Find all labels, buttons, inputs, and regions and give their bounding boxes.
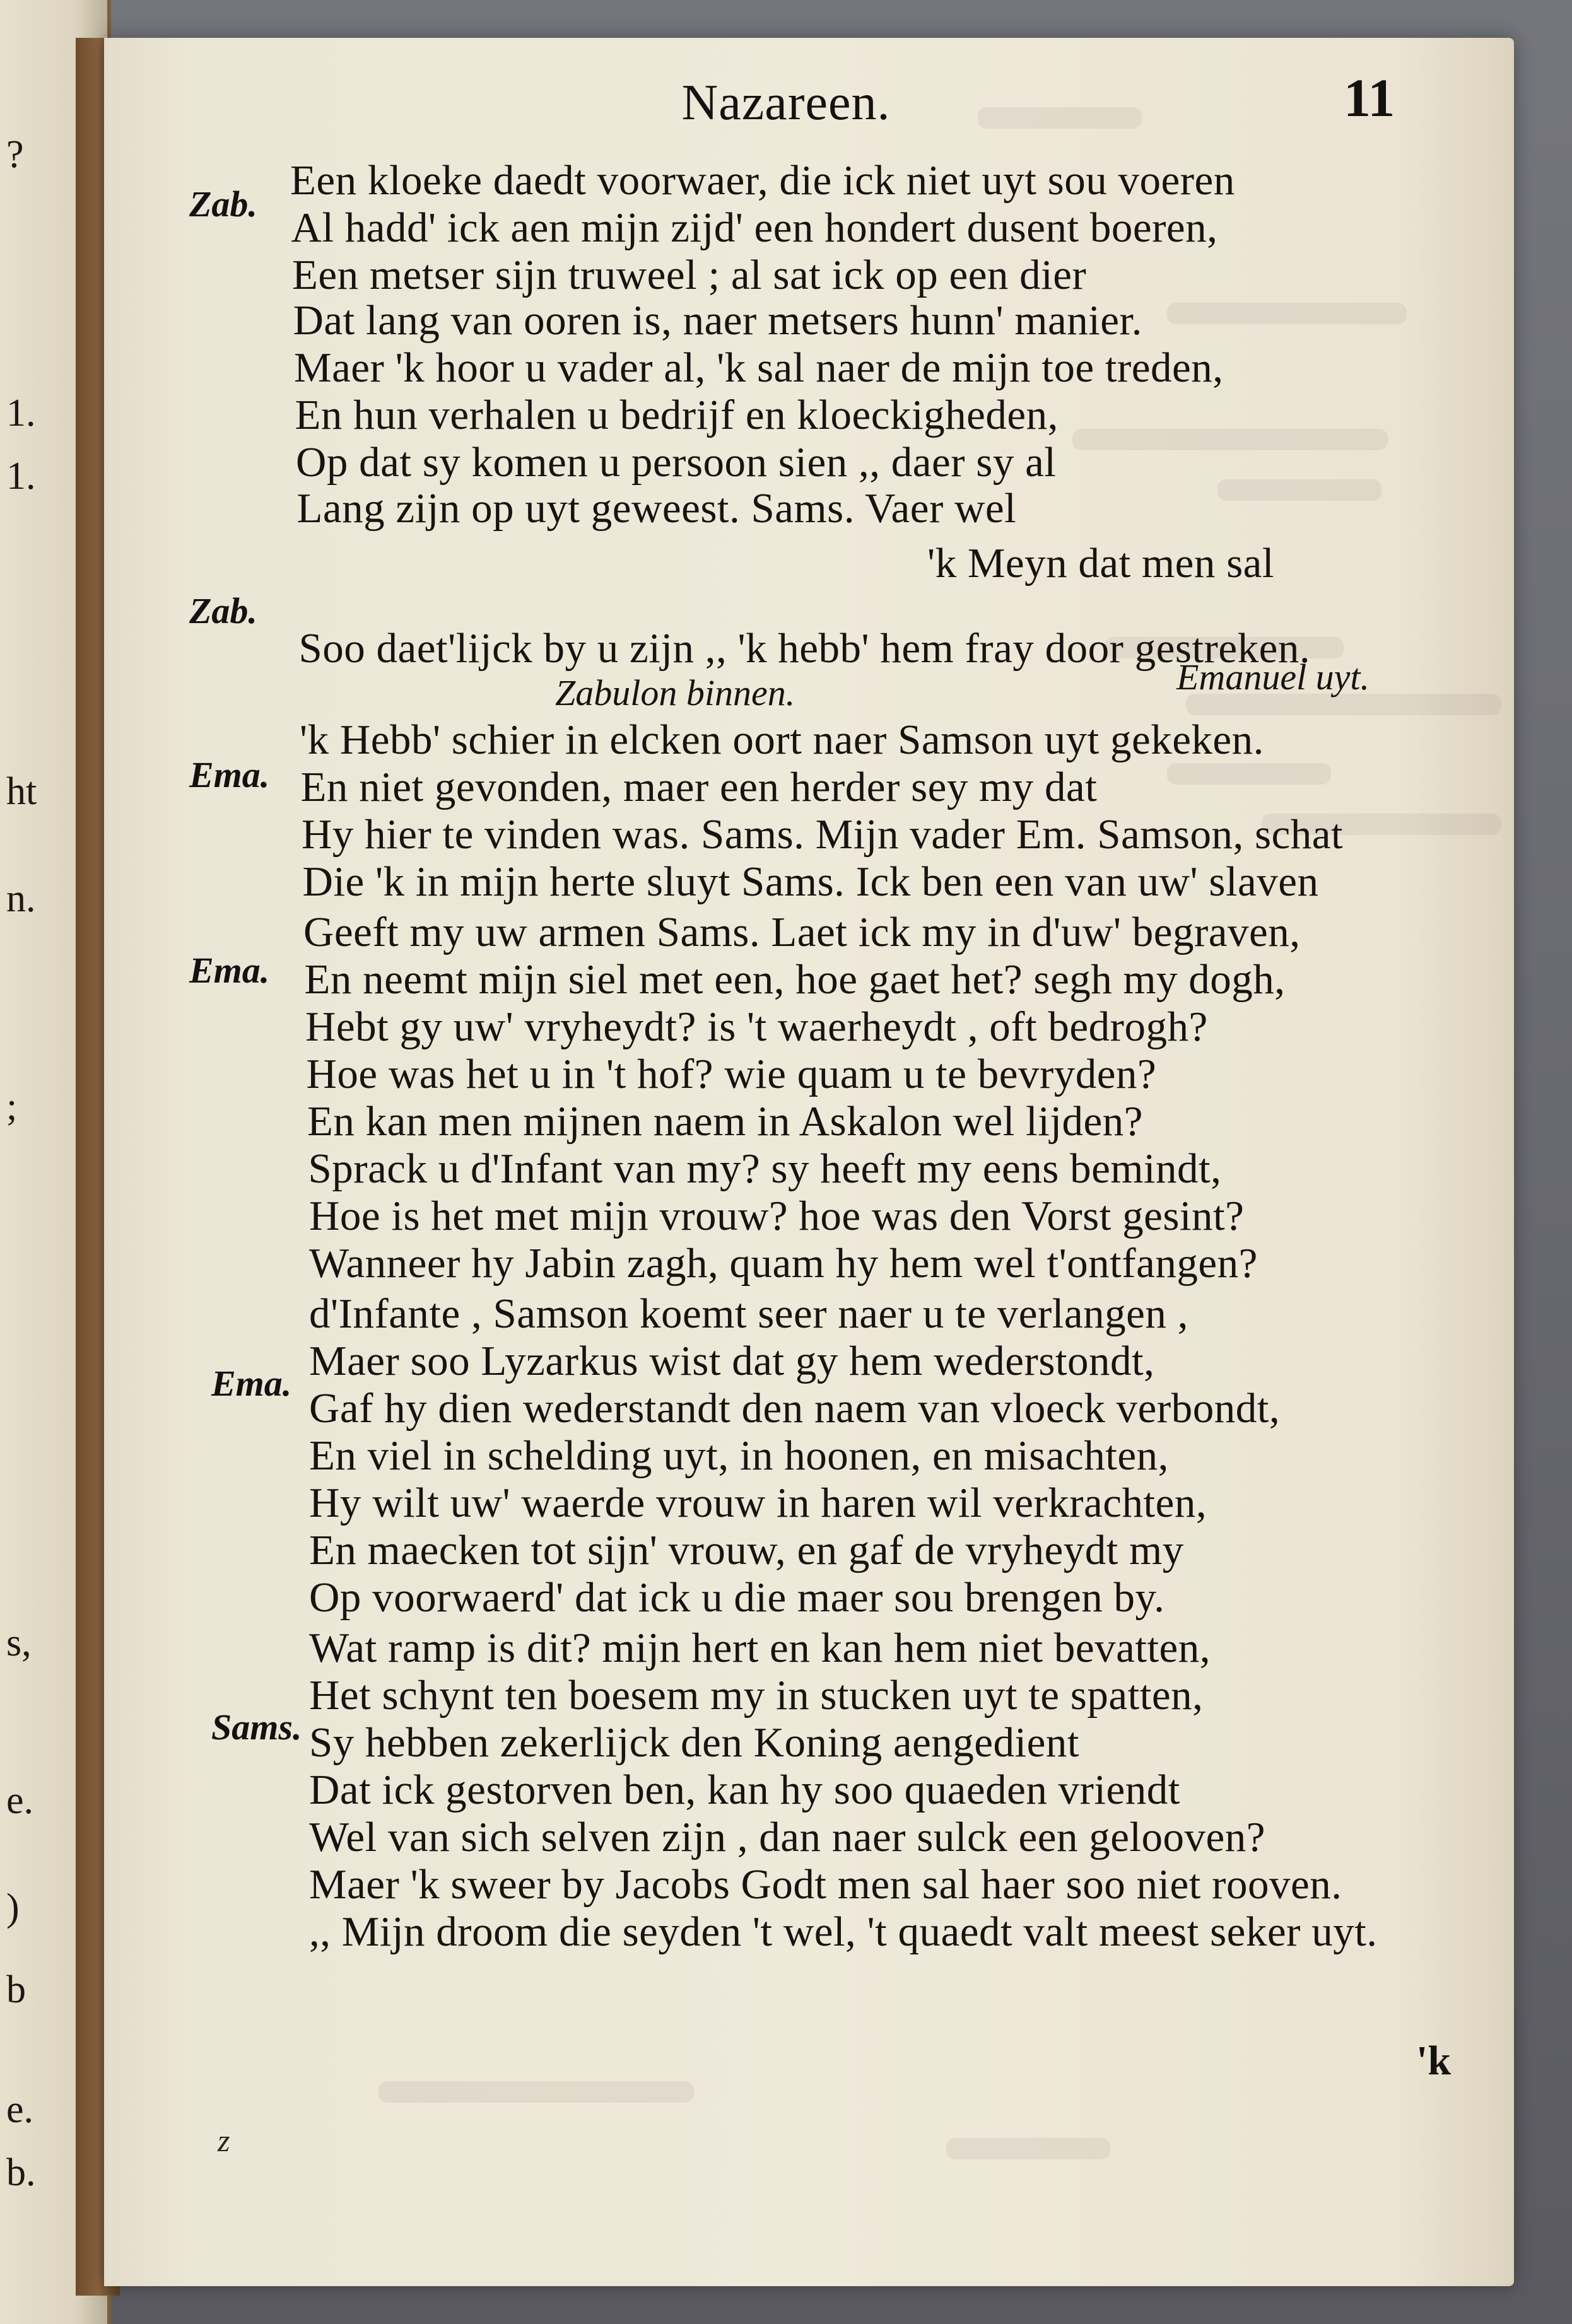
page-number: 11 [1344, 67, 1395, 128]
facing-page-letter: 1. [6, 392, 36, 435]
bleed-smudge [946, 2138, 1110, 2159]
verse-line: ,, Mijn droom die seyden 't wel, 't quaedt valt meest seker uyt. [309, 1908, 1378, 1955]
verse-line: Maer soo Lyzarkus wist dat gy hem wederstondt, [309, 1338, 1155, 1384]
speaker-label: Ema. [211, 1363, 292, 1404]
facing-page-letter: b [6, 1968, 26, 2011]
verse-line: Het schynt ten boesem my in stucken uyt te spatten, [309, 1672, 1204, 1719]
verse-line: Sy hebben zekerlijck den Koning aengedient [309, 1719, 1080, 1766]
verse-line: Wat ramp is dit? mijn hert en kan hem niet bevatten, [309, 1625, 1211, 1671]
verse-line: Geeft my uw armen Sams. Laet ick my in d'uw' begraven, [303, 909, 1301, 955]
verse-line: 'k Meyn dat men sal [927, 540, 1275, 587]
verse-line: Wanneer hy Jabin zagh, quam hy hem wel t'ontfangen? [309, 1240, 1258, 1287]
facing-page-letter: s, [6, 1621, 32, 1664]
stage-direction-right: Emanuel uyt. [1176, 657, 1370, 698]
verse-line: Wel van sich selven zijn , dan naer sulck een gelooven? [309, 1814, 1266, 1860]
bleed-smudge [378, 2081, 694, 2103]
verse-line: Die 'k in mijn herte sluyt Sams. Ick ben een van uw' slaven [302, 858, 1319, 905]
verse-line: Hoe is het met mijn vrouw? hoe was den Vorst gesint? [309, 1193, 1245, 1239]
facing-page-letter: e. [6, 2088, 34, 2131]
verse-line: En hun verhalen u bedrijf en kloeckigheden, [295, 392, 1059, 438]
bleed-smudge [1167, 763, 1331, 785]
bleed-smudge [1072, 429, 1388, 450]
speaker-label: Sams. [211, 1707, 302, 1748]
speaker-label: Zab. [189, 184, 257, 225]
catchword: 'k [1416, 2038, 1452, 2084]
verse-line: En viel in schelding uyt, in hoonen, en misachten, [309, 1432, 1169, 1479]
facing-page-letter: ht [6, 770, 37, 813]
facing-page-letter: b. [6, 2151, 36, 2194]
signature-mark: z [218, 2123, 230, 2158]
page-title: Nazareen. [681, 75, 891, 131]
verse-line: Een kloeke daedt voorwaer, die ick niet uyt sou voeren [290, 157, 1235, 204]
verse-line: Dat ick gestorven ben, kan hy soo quaeden vriendt [309, 1766, 1180, 1813]
speaker-label: Ema. [189, 950, 270, 991]
bleed-smudge [1217, 479, 1381, 501]
facing-page-letter: ) [6, 1886, 20, 1929]
verse-line: Maer 'k hoor u vader al, 'k sal naer de mijn toe treden, [294, 344, 1224, 391]
verse-line: Op voorwaerd' dat ick u die maer sou brengen by. [309, 1574, 1165, 1621]
verse-line: Lang zijn op uyt geweest. Sams. Vaer wel [296, 485, 1017, 532]
facing-page-letter: ? [6, 133, 24, 176]
verse-line: Hoe was het u in 't hof? wie quam u te bevryden? [306, 1051, 1157, 1097]
facing-page-letter: e. [6, 1779, 34, 1822]
verse-line: 'k Hebb' schier in elcken oort naer Samson uyt gekeken. [300, 716, 1264, 763]
verse-line: Hy wilt uw' waerde vrouw in haren wil verkrachten, [309, 1480, 1207, 1526]
speaker-label: Ema. [189, 754, 270, 795]
verse-line: Soo daet'lijck by u zijn ,, 'k hebb' hem fray door gestreken. [298, 625, 1311, 672]
verse-line: Sprack u d'Infant van my? sy heeft my eens bemindt, [308, 1145, 1222, 1192]
verse-line: Hy hier te vinden was. Sams. Mijn vader Em. Samson, schat [302, 811, 1344, 858]
verse-line: En kan men mijnen naem in Askalon wel lijden? [307, 1098, 1143, 1145]
verse-line: Gaf hy dien wederstandt den naem van vloeck verbondt, [309, 1385, 1281, 1432]
verse-line: En niet gevonden, maer een herder sey my dat [300, 764, 1098, 810]
verse-line: Hebt gy uw' vryheydt? is 't waerheydt , oft bedrogh? [305, 1003, 1208, 1050]
verse-line: Dat lang van ooren is, naer metsers hunn' manier. [293, 297, 1142, 344]
speaker-label: Zab. [189, 590, 257, 631]
verse-line: Een metser sijn truweel ; al sat ick op een dier [292, 252, 1087, 298]
bleed-smudge [1167, 303, 1407, 324]
verse-line: Al hadd' ick aen mijn zijd' een hondert dusent boeren, [291, 204, 1218, 251]
facing-page-letter: 1. [6, 455, 36, 498]
verse-line: En neemt mijn siel met een, hoe gaet het? segh my dogh, [304, 956, 1286, 1003]
verse-line: Op dat sy komen u persoon sien ,, daer sy al [296, 439, 1057, 486]
facing-page-letter: n. [6, 877, 36, 920]
verse-line: En maecken tot sijn' vrouw, en gaf de vryheydt my [309, 1527, 1184, 1574]
facing-page-letter: ; [6, 1085, 18, 1128]
stage-direction-left: Zabulon binnen. [555, 672, 795, 713]
verse-line: Maer 'k sweer by Jacobs Godt men sal haer soo niet rooven. [309, 1861, 1342, 1908]
verse-line: d'Infante , Samson koemt seer naer u te verlangen , [309, 1290, 1188, 1337]
